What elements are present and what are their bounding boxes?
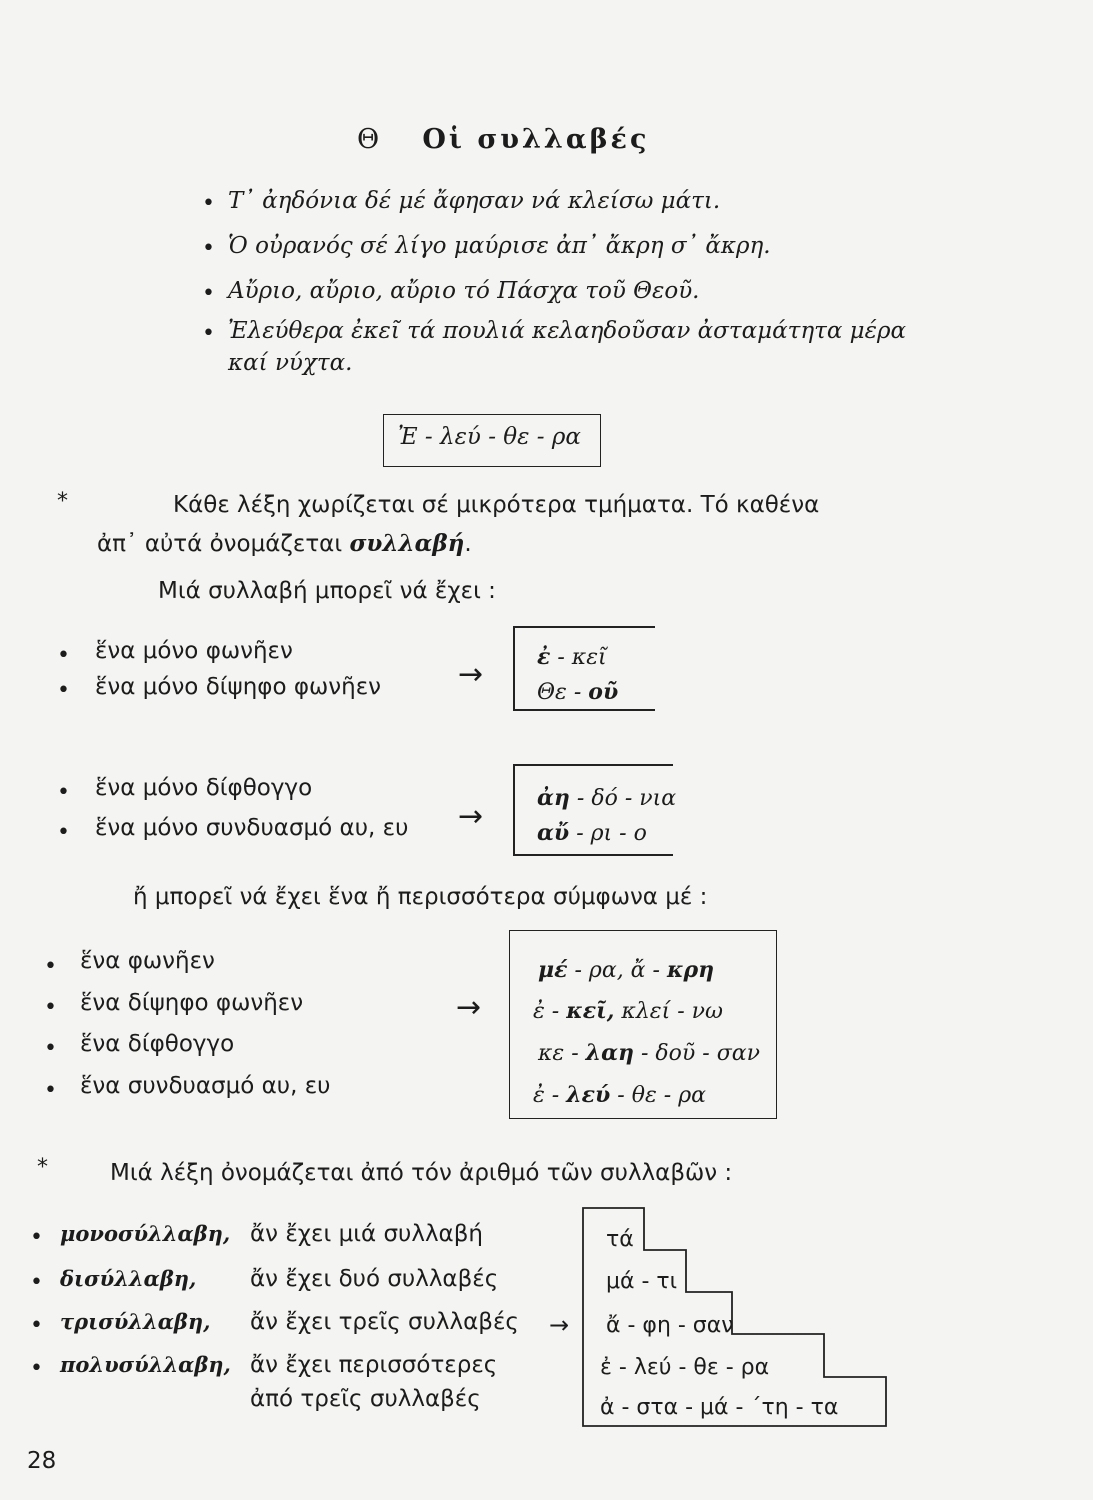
group1-example2-bold: οῦ	[588, 679, 619, 705]
type-desc: ἄν ἔχει μιά συλλαβή	[250, 1221, 483, 1247]
group1-item: ἕνα μόνο δίψηφο φωνῆεν	[95, 674, 381, 700]
bullet: •	[57, 780, 70, 805]
bullet: •	[44, 995, 57, 1020]
group1-box-top	[513, 626, 655, 628]
group3-example4-m1: ἐ -	[533, 1083, 567, 1108]
group3-item: ἕνα φωνῆεν	[80, 948, 215, 974]
bullet: •	[57, 678, 70, 703]
group2-item: ἕνα μόνο δίφθογγο	[95, 775, 313, 801]
bullet: •	[202, 236, 215, 261]
group3-example1-b2: κρη	[666, 957, 715, 983]
type-desc: ἄν ἔχει περισσότερες	[250, 1352, 498, 1378]
star-mark: *	[57, 489, 68, 514]
example-word: Ἐ - λεύ - θε - ρα	[398, 424, 581, 450]
group2-example2	[537, 820, 647, 846]
group3-example3	[538, 1040, 760, 1066]
type-name: πολυσύλλαβη,	[60, 1352, 231, 1377]
bullet: •	[44, 954, 57, 979]
group2-box-bottom	[513, 854, 673, 856]
group1-example2-pre: Θε -	[537, 680, 589, 705]
group3-example4-m2: - θε - ρα	[610, 1083, 706, 1108]
type-desc: ἄν ἔχει τρεῖς συλλαβές	[250, 1309, 519, 1335]
group1-example1	[537, 644, 607, 670]
arrow-icon: →	[458, 657, 484, 692]
type-name: τρισύλλαβη,	[60, 1309, 211, 1334]
poem-line: καί νύχτα.	[228, 350, 353, 376]
poem-line: Ἐλεύθερα ἐκεῖ τά πουλιά κελαηδοῦσαν ἀσταμάτητα μέρα	[228, 318, 907, 344]
bullet: •	[30, 1225, 43, 1250]
bullet: •	[57, 820, 70, 845]
type-name: μονοσύλλαβη,	[60, 1221, 231, 1246]
group3-example4-b1: λεύ	[566, 1082, 611, 1108]
para1-line3: Μιά συλλαβή μπορεῖ νά ἔχει :	[158, 578, 496, 604]
group3-example2-b1: κεῖ,	[566, 998, 615, 1024]
para1-line1: Κάθε λέξη χωρίζεται σέ μικρότερα τμήματα. Τό καθένα	[173, 492, 820, 518]
consonant-intro: ἤ μπορεῖ νά ἔχει ἕνα ἤ περισσότερα σύμφωνα μέ :	[133, 884, 708, 910]
arrow-icon: →	[549, 1311, 570, 1339]
group3-item: ἕνα δίφθογγο	[80, 1031, 235, 1057]
group1-example1-rest: - κεῖ	[550, 645, 607, 670]
arrow-icon: →	[456, 990, 482, 1025]
group3-example1-b1: μέ	[538, 957, 568, 983]
bullet: •	[44, 1078, 57, 1103]
star-mark: *	[37, 1155, 48, 1180]
group2-example2-bold: αὔ	[537, 820, 570, 846]
group3-example1	[538, 957, 714, 983]
group1-box-bottom	[513, 709, 655, 711]
bullet: •	[44, 1036, 57, 1061]
term-syllable: συλλαβή	[349, 530, 465, 557]
group3-example1-m1: - ρα, ἄ -	[567, 958, 667, 983]
para1-line2-post: .	[464, 531, 472, 557]
poem-line: Αὔριο, αὔριο, αὔριο τό Πάσχα τοῦ Θεοῦ.	[228, 278, 700, 304]
bullet: •	[57, 643, 70, 668]
type-desc-cont: ἀπό τρεῖς συλλαβές	[250, 1386, 481, 1412]
group1-box-left	[513, 626, 515, 710]
bullet: •	[202, 191, 215, 216]
group3-example2-m2: κλεί	[614, 999, 671, 1024]
type-name: δισύλλαβη,	[60, 1266, 197, 1291]
group3-example3-m2: - δοῦ - σαν	[634, 1041, 760, 1066]
type-desc: ἄν ἔχει δυό συλλαβές	[250, 1266, 499, 1292]
group2-example1	[537, 785, 676, 811]
para1-line2	[97, 530, 472, 557]
group1-example2	[537, 679, 618, 705]
group2-item: ἕνα μόνο συνδυασμό αυ, ευ	[95, 815, 409, 841]
group2-box-left	[513, 764, 515, 855]
group3-example3-m1: κε -	[538, 1041, 586, 1066]
poem-line: Τ᾽ ἀηδόνια δέ μέ ἄφησαν νά κλείσω μάτι.	[228, 188, 721, 214]
group2-example1-rest: - δό - νια	[569, 786, 677, 811]
group3-example4	[533, 1082, 706, 1108]
staircase-step: ἄ - φη - σαν	[606, 1313, 734, 1338]
group1-example1-bold: ἐ	[537, 644, 551, 670]
staircase-step: τά	[606, 1227, 634, 1252]
group3-example2-m1: ἐ -	[533, 999, 567, 1024]
group3-example3-b1: λαη	[585, 1040, 635, 1066]
group3-item: ἕνα συνδυασμό αυ, ευ	[80, 1073, 331, 1099]
section-title	[357, 124, 649, 155]
group3-example2	[533, 998, 723, 1024]
poem-line: Ὁ οὐρανός σέ λίγο μαύρισε ἀπ᾽ ἄκρη σ᾽ ἄκρη.	[228, 233, 771, 259]
group3-item: ἕνα δίψηφο φωνῆεν	[80, 990, 304, 1016]
bullet: •	[202, 321, 215, 346]
bullet: •	[30, 1313, 43, 1338]
para1-line2-pre: ἀπ᾽ αὐτά ὀνομάζεται	[97, 531, 343, 557]
staircase-step: ἐ - λεύ - θε - ρα	[600, 1355, 770, 1380]
staircase-step: μά - τι	[606, 1269, 678, 1294]
para2: Μιά λέξη ὀνομάζεται ἀπό τόν ἀριθμό τῶν συλλαβῶν :	[110, 1160, 733, 1186]
group2-box-top	[513, 764, 673, 766]
arrow-icon: →	[458, 799, 484, 834]
section-letter: Θ	[357, 124, 380, 155]
page-number: 28	[27, 1448, 57, 1474]
bullet: •	[30, 1270, 43, 1295]
staircase-step: ἀ - στα - μά - ΄τη - τα	[600, 1395, 839, 1420]
group3-example2-m3: - νω	[670, 999, 723, 1024]
section-title-text: Οἱ συλλαβές	[422, 124, 650, 155]
bullet: •	[30, 1356, 43, 1381]
group1-item: ἕνα μόνο φωνῆεν	[95, 638, 293, 664]
group2-example1-bold: ἀη	[537, 785, 570, 811]
bullet: •	[202, 281, 215, 306]
group2-example2-rest: - ρι - ο	[569, 821, 647, 846]
